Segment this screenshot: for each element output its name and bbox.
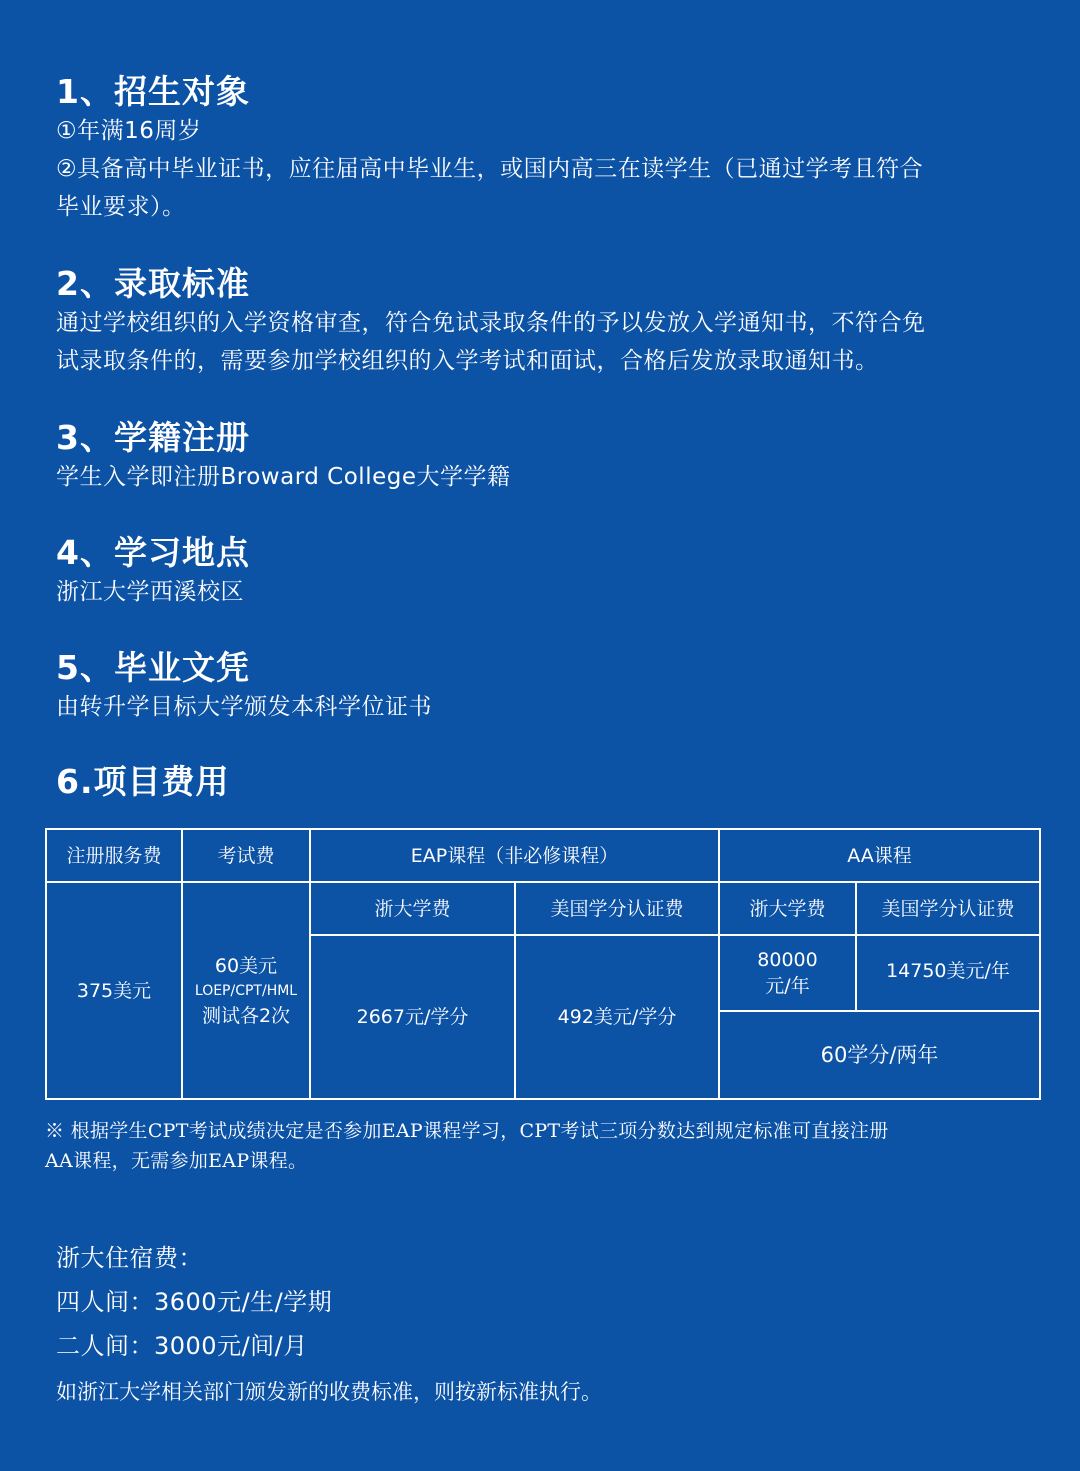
subheader-aa-zju-tuition: 浙大学费 [719, 882, 856, 935]
section-line: 浙江大学西溪校区 [56, 579, 244, 605]
lodging-footer: 如浙江大学相关部门颁发新的收费标准，则按新标准执行。 [56, 1380, 602, 1404]
section-body [56, 458, 1036, 496]
section-line: 学生入学即注册Broward College大学学籍 [56, 464, 511, 490]
eap-zju-tuition-value: 2667元/学分 [310, 935, 515, 1099]
section-title: 1、招生对象 [56, 72, 250, 111]
exam-fee-value [182, 882, 310, 1099]
note-line: AA课程，无需参加EAP课程。 [45, 1150, 308, 1172]
lodging-title: 浙大住宿费： [56, 1244, 203, 1272]
table-subheader-row [46, 882, 1040, 935]
header-aa-course: AA课程 [719, 829, 1040, 882]
section-title: 4、学习地点 [56, 533, 250, 572]
exam-fee-tests: LOEP/CPT/HML [194, 982, 298, 999]
eap-us-credit-fee-value: 492美元/学分 [515, 935, 719, 1099]
section-line: ②具备高中毕业证书，应往届高中毕业生，或国内高三在读学生（已通过学考且符合 [56, 156, 924, 182]
section-line: ①年满16周岁 [56, 118, 202, 144]
aa-total-credits: 60学分/两年 [719, 1011, 1040, 1099]
aa-zju-tuition-amount: 80000 [757, 949, 818, 971]
section-admission-target [56, 72, 1036, 226]
subheader-aa-us-credit-fee: 美国学分认证费 [856, 882, 1040, 935]
lodging-double-room: 二人间：3000元/间/月 [56, 1332, 308, 1360]
section-title: 6.项目费用 [56, 762, 230, 801]
section-study-location [56, 533, 1036, 611]
section-line: 由转升学目标大学颁发本科学位证书 [56, 694, 432, 720]
subheader-eap-us-credit-fee: 美国学分认证费 [515, 882, 719, 935]
lodging-fees [56, 1236, 1036, 1414]
aa-zju-tuition-unit: 元/年 [765, 975, 810, 997]
section-admission-criteria [56, 264, 1036, 380]
section-registration [56, 418, 1036, 496]
section-body [56, 304, 1036, 380]
subheader-eap-zju-tuition: 浙大学费 [310, 882, 515, 935]
section-title: 2、录取标准 [56, 264, 250, 303]
registration-fee-value: 375美元 [46, 882, 182, 1099]
exam-fee-amount: 60美元 [214, 954, 278, 977]
eap-note [45, 1116, 1005, 1176]
section-title: 3、学籍注册 [56, 418, 250, 457]
section-line: 试录取条件的，需要参加学校组织的入学考试和面试，合格后发放录取通知书。 [56, 348, 879, 374]
lodging-quad-room: 四人间：3600元/生/学期 [56, 1288, 333, 1316]
table-header-row [46, 829, 1040, 882]
aa-zju-tuition-value [719, 935, 856, 1011]
section-line: 通过学校组织的入学资格审查，符合免试录取条件的予以发放入学通知书，不符合免 [56, 310, 926, 336]
section-body [56, 573, 1036, 611]
section-diploma [56, 648, 1036, 726]
header-exam-fee: 考试费 [182, 829, 310, 882]
section-line: 毕业要求）。 [56, 194, 186, 220]
exam-fee-attempts: 测试各2次 [201, 1004, 291, 1027]
section-body [56, 112, 1036, 226]
fee-table [45, 828, 1041, 1100]
header-eap-course: EAP课程（非必修课程） [310, 829, 719, 882]
aa-us-credit-fee-value: 14750美元/年 [856, 935, 1040, 1011]
section-title: 5、毕业文凭 [56, 648, 250, 687]
section-program-fees [56, 762, 1036, 802]
header-registration-fee: 注册服务费 [46, 829, 182, 882]
note-line: ※ 根据学生CPT考试成绩决定是否参加EAP课程学习，CPT考试三项分数达到规定标准可直接注册 [45, 1120, 889, 1142]
section-body [56, 688, 1036, 726]
